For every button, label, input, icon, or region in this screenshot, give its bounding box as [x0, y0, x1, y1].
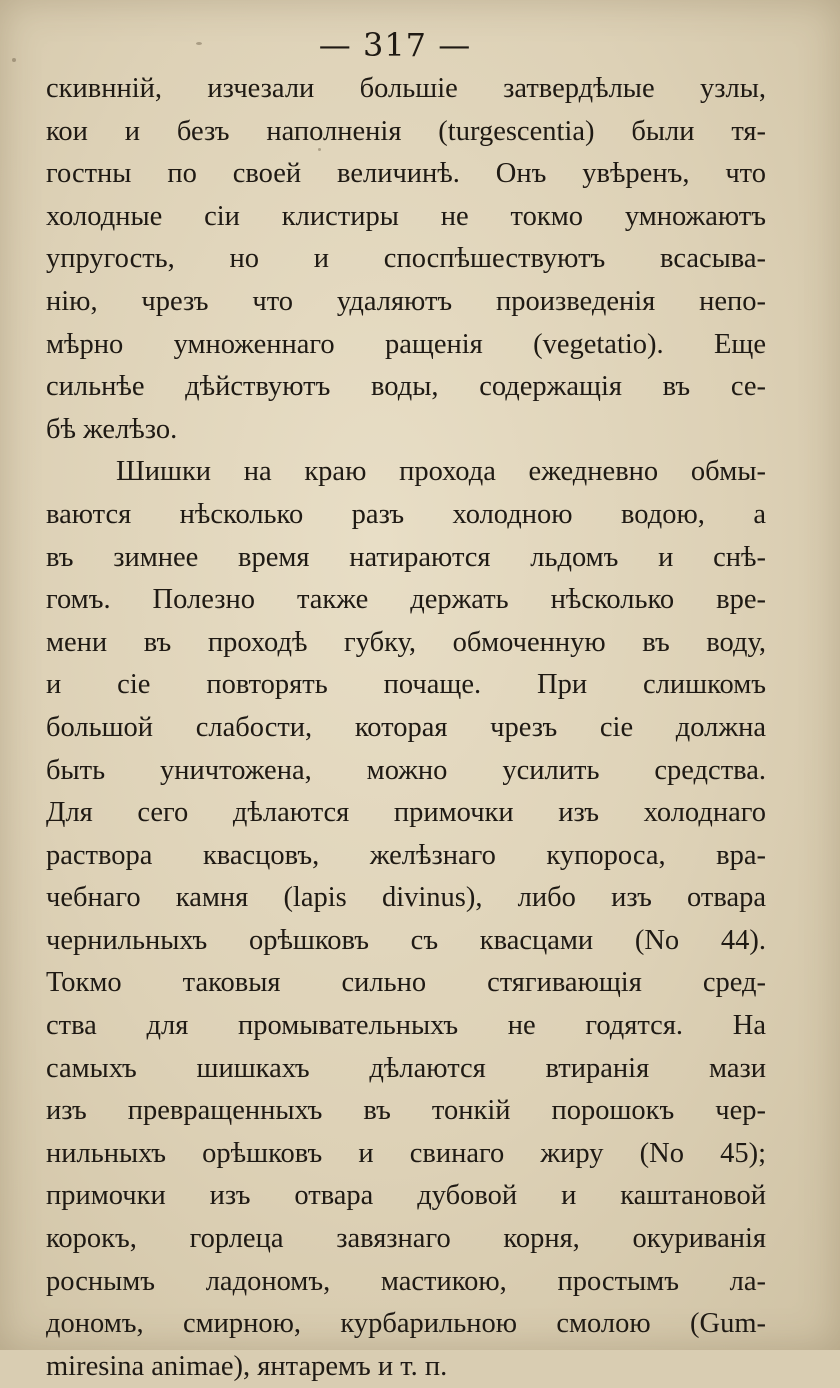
- text-line: гомъ. Полезно также держать нѣсколько вре-: [46, 584, 766, 616]
- text-line: гостны по своей величинѣ. Онъ увѣренъ, что: [46, 158, 766, 190]
- text-line: изъ превращенныхъ въ тонкій порошокъ чер-: [46, 1095, 766, 1127]
- text-line: и сіе повторять почаще. При слишкомъ: [46, 669, 766, 701]
- text-line: мени въ проходѣ губку, обмоченную въ воду,: [46, 626, 766, 658]
- paragraph-2: [46, 451, 766, 1388]
- paragraph-1: [46, 68, 766, 451]
- text-line: упругость, но и споспѣшествуютъ всасыва-: [46, 243, 766, 275]
- text-line: сильнѣе дѣйствуютъ воды, содержащія въ се-: [46, 371, 766, 403]
- text-line: въ зимнее время натираются льдомъ и снѣ-: [46, 541, 766, 573]
- text-line: мѣрно умноженнаго ращенія (vegetatio). Еще: [46, 328, 766, 360]
- text-line: нильныхъ орѣшковъ и свинаго жиру (No 45);: [46, 1137, 766, 1169]
- body-text: [46, 68, 766, 1388]
- page-number: — 317 —: [318, 26, 472, 64]
- text-line: кои и безъ наполненія (turgescentia) были тя-: [46, 115, 766, 147]
- text-line: miresina animae), янтаремъ и т. п.: [46, 1350, 448, 1382]
- text-line: чернильныхъ орѣшковъ съ квасцами (No 44).: [46, 924, 766, 956]
- text-line: Для сего дѣлаются примочки изъ холоднаго: [46, 797, 766, 829]
- text-line: самыхъ шишкахъ дѣлаются втиранія мази: [46, 1052, 766, 1084]
- text-line: корокъ, горлеца завязнаго корня, окуриванія: [46, 1223, 766, 1255]
- text-line: бѣ желѣзо.: [46, 413, 178, 445]
- text-line: холодные сіи клистиры не токмо умножаютъ: [46, 200, 766, 232]
- text-line: ства для промывательныхъ не годятся. На: [46, 1010, 766, 1042]
- text-line: большой слабости, которая чрезъ сіе должна: [46, 711, 766, 743]
- text-line: роснымъ ладономъ, мастикою, простымъ ла-: [46, 1265, 766, 1297]
- text-line: ваются нѣсколько разъ холодною водою, а: [46, 498, 766, 530]
- text-line: примочки изъ отвара дубовой и каштановой: [46, 1180, 766, 1212]
- text-line: Шишки на краю прохода ежедневно обмы-: [116, 456, 766, 488]
- text-line: дономъ, смирною, курбарильною смолою (Gum-: [46, 1308, 766, 1340]
- text-line: быть уничтожена, можно усилить средства.: [46, 754, 766, 786]
- text-line: Токмо таковыя сильно стягивающія сред-: [46, 967, 766, 999]
- text-line: скивнній, изчезали большіе затвердѣлые узлы,: [46, 73, 766, 104]
- text-line: раствора квасцовъ, желѣзнаго купороса, вра-: [46, 839, 766, 871]
- text-line: нію, чрезъ что удаляютъ произведенія непо-: [46, 285, 766, 317]
- text-line: чебнаго камня (lapis divinus), либо изъ отвара: [46, 882, 766, 914]
